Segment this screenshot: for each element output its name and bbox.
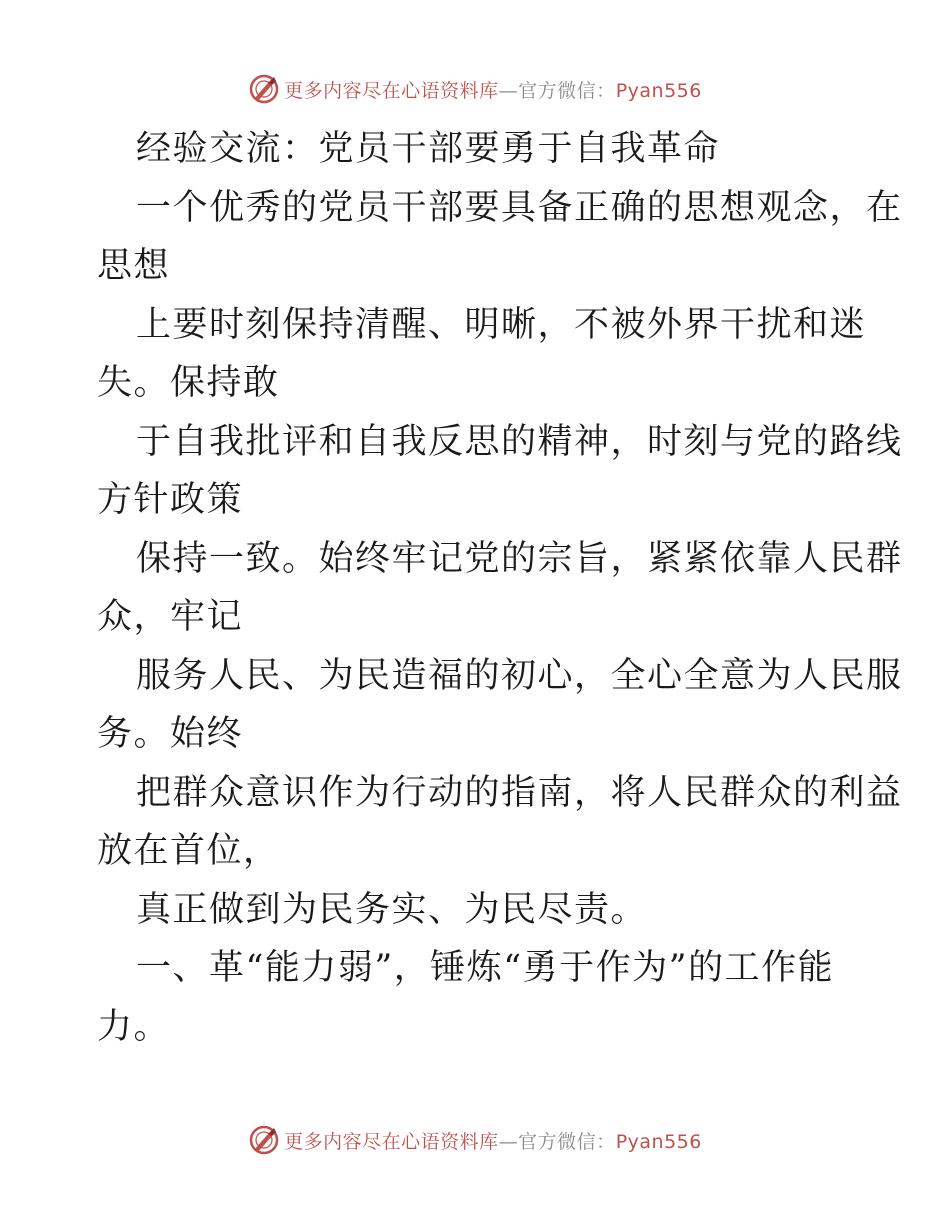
header-watermark <box>0 72 950 106</box>
paragraph-line: 众，牢记 <box>97 597 244 637</box>
paragraph-line: 一个优秀的党员干部要具备正确的思想观念，在 <box>136 187 903 228</box>
watermark-text: 更多内容尽在心语资料库—官方微信：Pyan556 <box>284 1130 702 1153</box>
paragraph-line: 服务人民、为民造福的初心，全心全意为人民服 <box>136 655 903 696</box>
paragraph-line: 保持一致。始终牢记党的宗旨，紧紧依靠人民群 <box>136 538 903 579</box>
paragraph-line: 思想 <box>97 246 171 286</box>
watermark-text: 更多内容尽在心语资料库—官方微信：Pyan556 <box>284 79 702 102</box>
document-body <box>97 120 903 1056</box>
paragraph-line: 于自我批评和自我反思的精神，时刻与党的路线 <box>136 421 903 462</box>
paragraph-line: 上要时刻保持清醒、明晰，不被外界干扰和迷 <box>136 304 867 345</box>
paragraph-line: 失。保持敢 <box>97 363 280 403</box>
section-heading: 一、革“能力弱”，锤炼“勇于作为”的工作能 <box>136 948 835 988</box>
pen-logo-icon <box>248 73 280 105</box>
document-title: 经验交流：党员干部要勇于自我革命 <box>136 129 721 169</box>
pen-logo-icon <box>248 1124 280 1156</box>
paragraph-line: 把群众意识作为行动的指南，将人民群众的利益 <box>136 772 903 813</box>
paragraph-line: 真正做到为民务实、为民尽责。 <box>136 889 648 930</box>
footer-watermark <box>0 1123 950 1157</box>
paragraph-line: 放在首位， <box>97 831 280 871</box>
paragraph-line: 务。始终 <box>97 714 244 754</box>
paragraph-line: 方针政策 <box>97 480 244 520</box>
paragraph-line: 力。 <box>97 1006 171 1047</box>
